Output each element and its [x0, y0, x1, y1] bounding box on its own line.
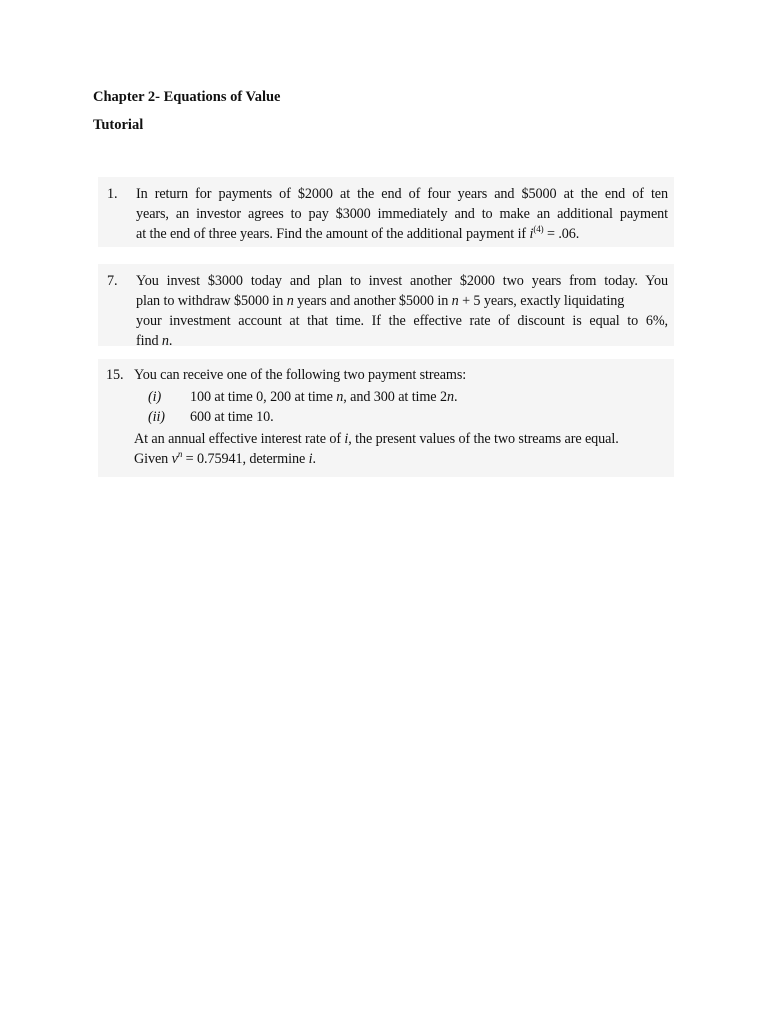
item-label: (i)	[148, 389, 162, 405]
problem-line: You can receive one of the following two payment streams:	[134, 367, 467, 383]
chapter-title: Chapter 2- Equations of Value	[93, 89, 281, 105]
problem-line-text: = 0.75941, determine	[182, 451, 309, 467]
problem-line-text: years and another $5000 in	[293, 293, 452, 309]
variable-n: n	[446, 389, 454, 405]
problem-line: your investment account at that time. If the effective rate of discount is equal to 6%,	[136, 313, 668, 329]
variable-i: i	[344, 431, 349, 447]
variable-n: n	[161, 333, 169, 349]
problem-line	[134, 429, 666, 449]
problem-line: You invest $3000 today and plan to invest another $2000 two years from today. You	[136, 273, 668, 289]
variable-v: v	[171, 451, 178, 467]
problem-line: In return for payments of $2000 at the end of four years and $5000 at the end of ten	[136, 186, 668, 202]
problem-line-text: at the end of three years. Find the amount of the additional payment if	[136, 226, 530, 242]
problem-1	[98, 177, 674, 247]
problem-line	[136, 331, 668, 351]
problem-text	[136, 271, 668, 351]
problem-line-text: + 5 years, exactly liquidating	[458, 293, 625, 309]
item-text: .	[453, 389, 458, 405]
problem-line-text: , the present values of the two streams are equal.	[348, 431, 619, 447]
problem-line-text: find	[136, 333, 162, 349]
problem-line-text: At an annual effective interest rate of	[134, 431, 345, 447]
problem-text	[134, 365, 666, 469]
problem-7	[98, 264, 674, 349]
rate-value: = .06.	[543, 226, 580, 242]
variable-n: n	[336, 389, 344, 405]
variable-n: n	[177, 449, 183, 459]
variable-n: n	[286, 293, 294, 309]
problem-line	[136, 224, 668, 244]
problem-line	[134, 449, 666, 469]
problem-number: 7.	[107, 273, 118, 289]
problem-number: 15.	[106, 367, 124, 383]
rate-symbol: i	[529, 226, 534, 242]
variable-n: n	[451, 293, 459, 309]
item-label: (ii)	[148, 409, 165, 425]
problem-line-text: .	[312, 451, 316, 467]
item-text: 600 at time 10.	[190, 409, 274, 425]
rate-superscript: (4)	[533, 224, 544, 234]
problem-line: years, an investor agrees to pay $3000 immediately and to make an additional payment	[136, 206, 668, 222]
payment-stream-item	[134, 407, 666, 427]
problem-number: 1.	[107, 186, 118, 202]
problem-line-text: .	[168, 333, 173, 349]
item-text: 100 at time 0, 200 at time	[190, 389, 337, 405]
problem-line-text: Given	[134, 451, 172, 467]
problem-line-text: plan to withdraw $5000 in	[136, 293, 287, 309]
payment-stream-item	[134, 387, 666, 407]
problem-15	[98, 359, 674, 477]
problem-line	[136, 291, 668, 311]
tutorial-heading: Tutorial	[93, 117, 144, 133]
item-text: , and 300 at time 2	[343, 389, 447, 405]
problem-text	[136, 184, 668, 244]
variable-i: i	[308, 451, 313, 467]
